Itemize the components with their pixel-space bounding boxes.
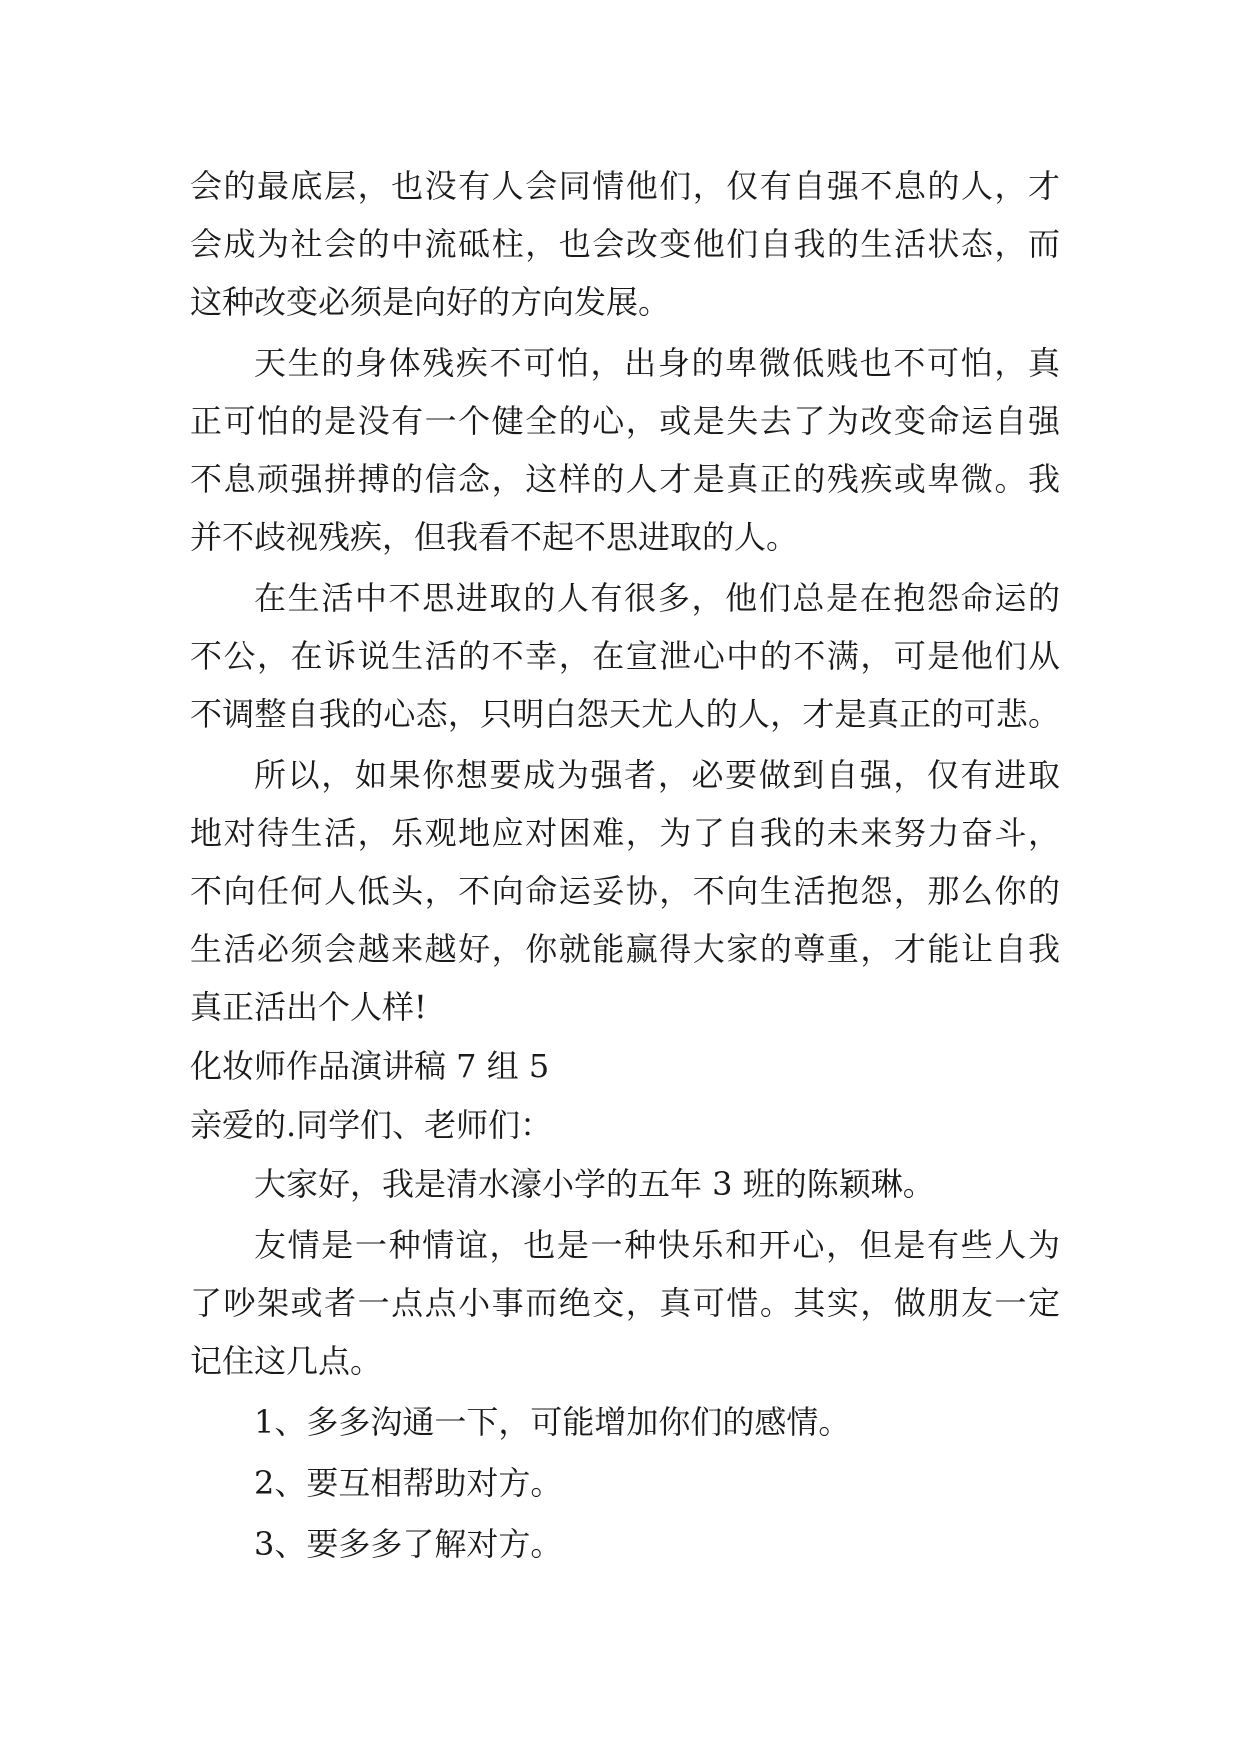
text-line: 友情是一种情谊，也是一种快乐和开心，但是有些人为 (254, 1226, 1060, 1264)
text-line: 了吵架或者一点点小事而绝交，真可惜。其实，做朋友一定 (190, 1284, 1060, 1322)
list-item: 2、要互相帮助对方。 (254, 1464, 563, 1502)
text-line: 记住这几点。 (190, 1342, 383, 1380)
salutation: 亲爱的.同学们、老师们： (190, 1106, 553, 1144)
text-line: 并不歧视残疾，但我看不起不思进取的人。 (190, 518, 799, 556)
text-line: 地对待生活，乐观地应对困难，为了自我的未来努力奋斗， (190, 814, 1060, 852)
text-line: 所以，如果你想要成为强者，必要做到自强，仅有进取 (254, 756, 1060, 794)
list-item: 3、要多多了解对方。 (254, 1525, 563, 1563)
text-line: 真正活出个人样! (190, 988, 427, 1026)
section-heading: 化妆师作品演讲稿 7 组 5 (190, 1047, 550, 1085)
text-line: 不调整自我的心态，只明白怨天尤人的人，才是真正的可悲。 (190, 695, 1060, 733)
list-item: 1、多多沟通一下，可能增加你们的感情。 (254, 1403, 851, 1441)
text-line: 这种改变必须是向好的方向发展。 (190, 283, 671, 321)
text-line: 生活必须会越来越好，你就能赢得大家的尊重，才能让自我 (190, 930, 1060, 968)
text-line: 天生的身体残疾不可怕，出身的卑微低贱也不可怕，真 (254, 344, 1060, 382)
text-line: 会成为社会的中流砥柱，也会改变他们自我的生活状态，而 (190, 225, 1060, 263)
text-line: 大家好，我是清水濠小学的五年 3 班的陈颖琳。 (254, 1165, 935, 1203)
text-line: 正可怕的是没有一个健全的心，或是失去了为改变命运自强 (190, 402, 1060, 440)
text-line: 会的最底层，也没有人会同情他们，仅有自强不息的人，才 (190, 167, 1060, 205)
text-line: 不息顽强拼搏的信念，这样的人才是真正的残疾或卑微。我 (190, 460, 1060, 498)
text-line: 不公，在诉说生活的不幸，在宣泄心中的不满，可是他们从 (190, 637, 1060, 675)
text-line: 不向任何人低头，不向命运妥协，不向生活抱怨，那么你的 (190, 872, 1060, 910)
text-line: 在生活中不思进取的人有很多，他们总是在抱怨命运的 (254, 579, 1060, 617)
